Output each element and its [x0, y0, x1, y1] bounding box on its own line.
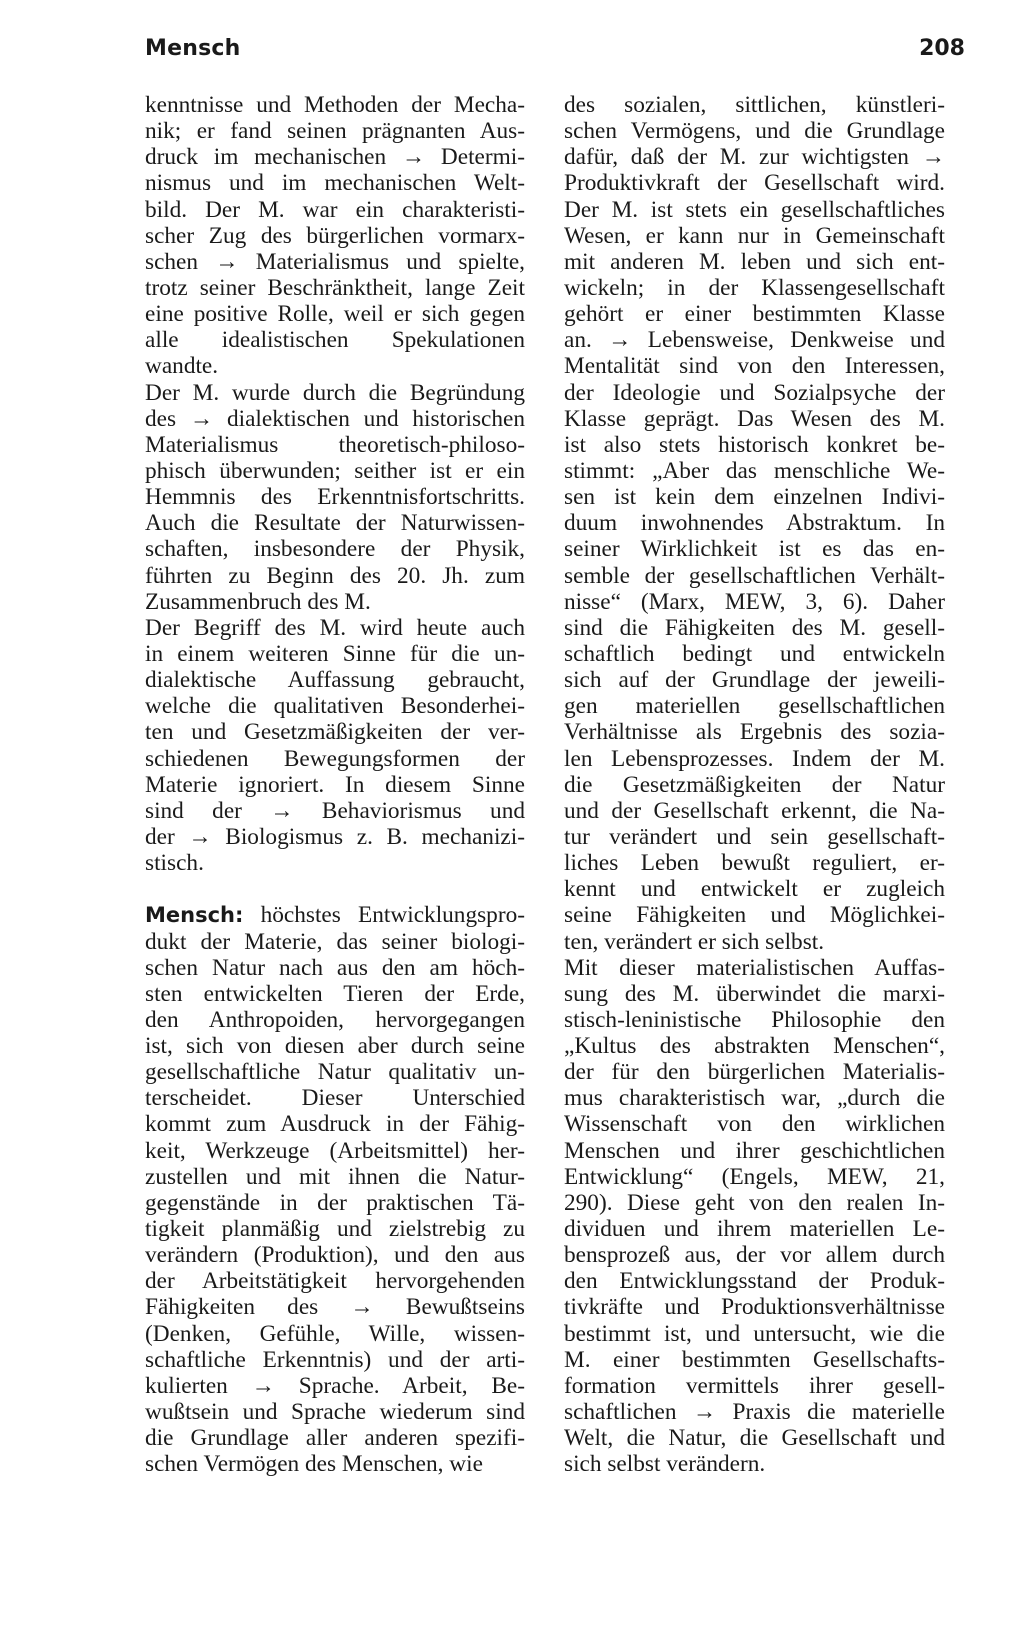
text-line: stisch-leninistische Philosophie den	[564, 1006, 945, 1033]
text-line: dividuen und ihrem materiellen Le-	[564, 1216, 945, 1243]
text-line: phisch überwunden; seither ist er ein	[145, 457, 525, 484]
text-line: gehört er einer bestimmten Klasse	[564, 301, 945, 328]
text-line: ist, sich von diesen aber durch seine	[145, 1033, 525, 1060]
text-line: verändern (Produktion), und den aus	[145, 1242, 525, 1269]
text-line: führten zu Beginn des 20. Jh. zum	[145, 562, 525, 589]
text-line: den Anthropoiden, hervorgegangen	[145, 1006, 525, 1033]
left-column	[145, 92, 525, 1477]
text-line: sich auf der Grundlage der jeweili-	[564, 667, 945, 694]
text-line: Verhältnisse als Ergebnis des sozia-	[564, 719, 945, 746]
text-line: Wissenschaft von den wirklichen	[564, 1111, 945, 1138]
page-header	[145, 36, 965, 76]
text-line: kulierten → Sprache. Arbeit, Be-	[145, 1372, 525, 1399]
text-line: bestimmt ist, und untersucht, wie die	[564, 1320, 945, 1347]
text-line: alle idealistischen Spekulationen	[145, 327, 525, 354]
text-line: ten, verändert er sich selbst.	[564, 928, 825, 955]
text-line: (Denken, Gefühle, Wille, wissen-	[145, 1320, 525, 1347]
text-line: der Arbeitstätigkeit hervorgehenden	[145, 1268, 525, 1295]
text-line: an. → Lebensweise, Denkweise und	[564, 327, 945, 354]
text-line: druck im mechanischen → Determi-	[145, 144, 525, 171]
text-line: gegenstände in der praktischen Tä-	[145, 1189, 525, 1216]
text-line: der → Biologismus z. B. mechanizi-	[145, 823, 525, 850]
text-line: sind der → Behaviorismus und	[145, 797, 525, 824]
text-line: des sozialen, sittlichen, künstleri-	[564, 92, 945, 118]
text-line: schiedenen Bewegungsformen der	[145, 745, 525, 772]
text-line: sung des M. überwindet die marxi-	[564, 980, 945, 1007]
text-line: formation vermittels ihrer gesell-	[564, 1372, 945, 1399]
text-line: sind die Fähigkeiten des M. gesell-	[564, 614, 945, 641]
text-line: terscheidet. Dieser Unterschied	[145, 1085, 525, 1112]
text-line: gen materiellen gesellschaftlichen	[564, 693, 945, 720]
text-line: 290). Diese geht von den realen In-	[564, 1189, 945, 1216]
text-line: M. einer bestimmten Gesellschafts-	[564, 1346, 945, 1373]
text-line: liches Leben bewußt reguliert, er-	[564, 850, 945, 877]
text-line: Der Begriff des M. wird heute auch	[145, 614, 525, 641]
text-line: der Ideologie und Sozialpsyche der	[564, 379, 945, 406]
text-line: duum inwohnendes Abstraktum. In	[564, 510, 945, 537]
text-line: Mit dieser materialistischen Auffas-	[564, 954, 945, 981]
text-line: zustellen und mit ihnen die Natur-	[145, 1163, 525, 1190]
text-line: ten und Gesetzmäßigkeiten der ver-	[145, 719, 525, 746]
text-line: seine Fähigkeiten und Möglichkei-	[564, 902, 945, 929]
text-line: schen Natur nach aus den am höch-	[145, 954, 525, 981]
text-line: kommt zum Ausdruck in der Fähig-	[145, 1111, 525, 1138]
text-line: stimmt: „Aber das menschliche We-	[564, 457, 945, 484]
text-line: Klasse geprägt. Das Wesen des M.	[564, 405, 945, 432]
text-line: der für den bürgerlichen Materialis-	[564, 1059, 945, 1086]
text-line: dialektische Auffassung gebraucht,	[145, 667, 525, 694]
text-line: Auch die Resultate der Naturwissen-	[145, 510, 525, 537]
text-line: schaften, insbesondere der Physik,	[145, 536, 525, 563]
text-line: und der Gesellschaft erkennt, die Na-	[564, 797, 945, 824]
text-line: wickeln; in der Klassengesellschaft	[564, 274, 945, 301]
text-line: semble der gesellschaftlichen Verhält-	[564, 562, 945, 589]
paragraph-gap	[145, 876, 525, 902]
text-line: dukt der Materie, das seiner biologi-	[145, 928, 525, 955]
text-line: sen ist kein dem einzelnen Indivi-	[564, 484, 945, 511]
text-line: den Entwicklungsstand der Produk-	[564, 1268, 945, 1295]
text-line: nik; er fand seinen prägnanten Aus-	[145, 118, 525, 145]
text-line: tur verändert und sein gesellschaft-	[564, 823, 945, 850]
text-line: wandte.	[145, 353, 219, 380]
text-line: Produktivkraft der Gesellschaft wird.	[564, 170, 945, 197]
text-line: Materie ignoriert. In diesem Sinne	[145, 771, 525, 798]
right-column	[564, 92, 945, 1477]
text-line: Welt, die Natur, die Gesellschaft und	[564, 1425, 945, 1452]
text-line: trotz seiner Beschränktheit, lange Zeit	[145, 274, 525, 301]
text-line: tivkräfte und Produktionsverhältnisse	[564, 1294, 945, 1321]
text-line: schaftlichen → Praxis die materielle	[564, 1399, 945, 1426]
text-line: sten entwickelten Tieren der Erde,	[145, 980, 525, 1007]
text-line: in einem weiteren Sinne für die un-	[145, 640, 525, 667]
text-line: seiner Wirklichkeit ist es das en-	[564, 536, 945, 563]
text-line: Mensch: höchstes Entwicklungspro-	[145, 902, 525, 929]
text-line: bensprozeß aus, der vor allem durch	[564, 1242, 945, 1269]
running-head: Mensch	[145, 36, 241, 61]
text-line: Fähigkeiten des → Bewußtseins	[145, 1294, 525, 1321]
text-line: Der M. wurde durch die Begründung	[145, 379, 525, 406]
text-line: mit anderen M. leben und sich ent-	[564, 248, 945, 275]
text-line: scher Zug des bürgerlichen vormarx-	[145, 222, 525, 249]
text-line: nisse“ (Marx, MEW, 3, 6). Daher	[564, 588, 945, 615]
text-line: kenntnisse und Methoden der Mecha-	[145, 92, 525, 118]
text-line: wußtsein und Sprache wiederum sind	[145, 1399, 525, 1426]
text-line: gesellschaftliche Natur qualitativ un-	[145, 1059, 525, 1086]
text-line: nismus und im mechanischen Welt-	[145, 170, 525, 197]
text-line: tigkeit planmäßig und zielstrebig zu	[145, 1216, 525, 1243]
entry-lemma: Mensch:	[145, 903, 244, 928]
text-line: Der M. ist stets ein gesellschaftliches	[564, 196, 945, 223]
text-line: Hemmnis des Erkenntnisfortschritts.	[145, 484, 525, 511]
text-line: „Kultus des abstrakten Menschen“,	[564, 1033, 945, 1060]
text-line: mus charakteristisch war, „durch die	[564, 1085, 945, 1112]
text-line: keit, Werkzeuge (Arbeitsmittel) her-	[145, 1137, 525, 1164]
text-line: Entwicklung“ (Engels, MEW, 21,	[564, 1163, 945, 1190]
text-line: stisch.	[145, 850, 204, 877]
text-line: schaftlich bedingt und entwickeln	[564, 640, 945, 667]
text-line: Menschen und ihrer geschichtlichen	[564, 1137, 945, 1164]
text-line: bild. Der M. war ein charakteristi-	[145, 196, 525, 223]
text-line: Wesen, er kann nur in Gemeinschaft	[564, 222, 945, 249]
text-line: kennt und entwickelt er zugleich	[564, 876, 945, 903]
text-line: welche die qualitativen Besonderhei-	[145, 693, 525, 720]
text-line: dafür, daß der M. zur wichtigsten →	[564, 144, 945, 171]
text-line: Zusammenbruch des M.	[145, 588, 371, 615]
text-line: die Gesetzmäßigkeiten der Natur	[564, 771, 945, 798]
text-line: Materialismus theoretisch-philoso-	[145, 431, 525, 458]
text-line: des → dialektischen und historischen	[145, 405, 525, 432]
text-line: schen Vermögen des Menschen, wie	[145, 1451, 483, 1478]
text-line: sich selbst verändern.	[564, 1451, 766, 1478]
text-line: schaftliche Erkenntnis) und der arti-	[145, 1346, 525, 1373]
text-line: len Lebensprozesses. Indem der M.	[564, 745, 945, 772]
text-line: schen Vermögens, und die Grundlage	[564, 118, 945, 145]
text-line: schen → Materialismus und spielte,	[145, 248, 525, 275]
text-line: Mentalität sind von den Interessen,	[564, 353, 945, 380]
page-number: 208	[919, 36, 965, 61]
text-line: eine positive Rolle, weil er sich gegen	[145, 301, 525, 328]
text-line: ist also stets historisch konkret be-	[564, 431, 945, 458]
text-line: die Grundlage aller anderen spezifi-	[145, 1425, 525, 1452]
